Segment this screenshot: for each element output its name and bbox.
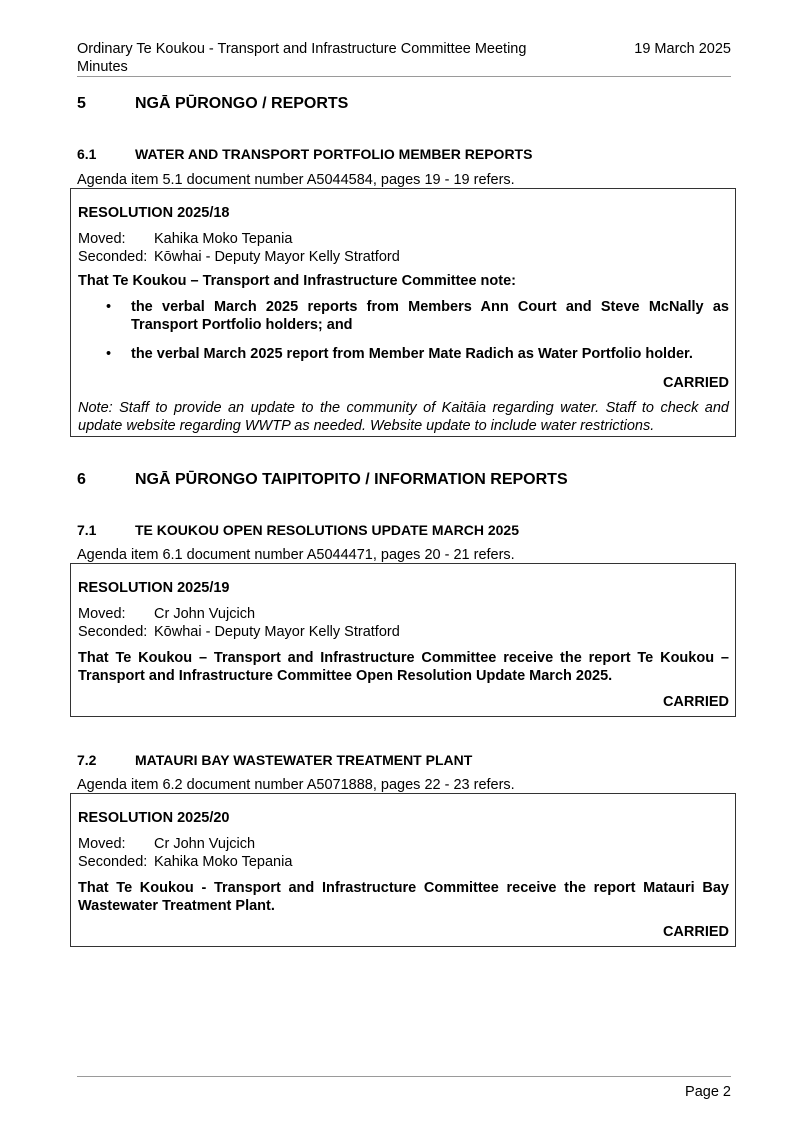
seconded-line xyxy=(78,623,729,641)
resolution-box-2025-20 xyxy=(70,793,736,947)
bullet-text: the verbal March 2025 reports from Members Ann Court and Steve McNally as Transport Portfolio holders; and xyxy=(131,299,729,333)
seconded-by: Kahika Moko Tepania xyxy=(154,854,293,870)
page-footer xyxy=(77,1076,731,1100)
item-number: 6.1 xyxy=(77,146,97,162)
item-heading-7-2 xyxy=(77,751,472,769)
seconded-line xyxy=(78,248,729,266)
moved-by: Cr John Vujcich xyxy=(154,606,256,622)
resolution-title: RESOLUTION 2025/18 xyxy=(78,205,230,221)
section-number: 5 xyxy=(77,95,86,112)
seconded-label: Seconded: xyxy=(78,249,148,265)
page-number: Page 2 xyxy=(685,1084,731,1100)
motion-text: That Te Koukou - Transport and Infrastructure Committee receive the report Matauri Bay Wastewater Treatment Plant. xyxy=(78,880,729,914)
page-header xyxy=(77,40,731,77)
list-item xyxy=(78,345,729,363)
seconded-label: Seconded: xyxy=(78,854,148,870)
resolution-title: RESOLUTION 2025/19 xyxy=(78,580,230,596)
resolution-box-2025-18 xyxy=(70,188,736,437)
moved-label: Moved: xyxy=(78,836,126,852)
motion-bullet-list xyxy=(78,298,729,363)
item-title: MATAURI BAY WASTEWATER TREATMENT PLANT xyxy=(135,752,473,768)
bullet-icon: • xyxy=(106,346,112,362)
section-heading-5 xyxy=(77,94,348,114)
moved-line xyxy=(78,605,729,623)
carried-status: CARRIED xyxy=(662,375,729,391)
seconded-line xyxy=(78,853,729,871)
bullet-icon: • xyxy=(106,299,112,315)
item-number: 7.1 xyxy=(77,522,97,538)
bullet-text: the verbal March 2025 report from Member Mate Radich as Water Portfolio holder. xyxy=(131,346,693,362)
item-heading-6-1 xyxy=(77,145,532,163)
moved-by: Cr John Vujcich xyxy=(154,836,256,852)
section-heading-6 xyxy=(77,470,568,490)
item-title: WATER AND TRANSPORT PORTFOLIO MEMBER REPORTS xyxy=(135,146,533,162)
list-item xyxy=(78,298,729,334)
item-title: TE KOUKOU OPEN RESOLUTIONS UPDATE MARCH 2025 xyxy=(135,522,520,538)
section-title: NGĀ PŪRONGO TAIPITOPITO / INFORMATION REPORTS xyxy=(135,471,568,488)
carried-status: CARRIED xyxy=(662,924,729,940)
moved-by: Kahika Moko Tepania xyxy=(154,231,293,247)
section-title: NGĀ PŪRONGO / REPORTS xyxy=(135,95,349,112)
motion-text: That Te Koukou – Transport and Infrastructure Committee note: xyxy=(78,273,516,289)
moved-line xyxy=(78,835,729,853)
document-title: Ordinary Te Koukou - Transport and Infrastructure Committee Meeting Minutes xyxy=(77,41,527,75)
meeting-date: 19 March 2025 xyxy=(634,41,731,57)
agenda-reference: Agenda item 5.1 document number A5044584, pages 19 - 19 refers. xyxy=(77,172,515,188)
moved-label: Moved: xyxy=(78,231,126,247)
motion-text: That Te Koukou – Transport and Infrastructure Committee receive the report Te Koukou – Transport and Infrastructure Committee Open Resolution Update March 2025. xyxy=(78,650,729,684)
item-heading-7-1 xyxy=(77,521,519,539)
seconded-by: Kōwhai - Deputy Mayor Kelly Stratford xyxy=(154,624,400,640)
staff-note: Note: Staff to provide an update to the community of Kaitāia regarding water. Staff to check and update website regarding WWTP as needed. Website update to include water restrictions. xyxy=(78,400,729,434)
agenda-reference: Agenda item 6.2 document number A5071888, pages 22 - 23 refers. xyxy=(77,777,515,793)
section-number: 6 xyxy=(77,471,86,488)
seconded-by: Kōwhai - Deputy Mayor Kelly Stratford xyxy=(154,249,400,265)
agenda-reference: Agenda item 6.1 document number A5044471, pages 20 - 21 refers. xyxy=(77,547,515,563)
moved-label: Moved: xyxy=(78,606,126,622)
moved-line xyxy=(78,230,729,248)
resolution-title: RESOLUTION 2025/20 xyxy=(78,810,230,826)
carried-status: CARRIED xyxy=(662,694,729,710)
seconded-label: Seconded: xyxy=(78,624,148,640)
item-number: 7.2 xyxy=(77,752,97,768)
resolution-box-2025-19 xyxy=(70,563,736,717)
